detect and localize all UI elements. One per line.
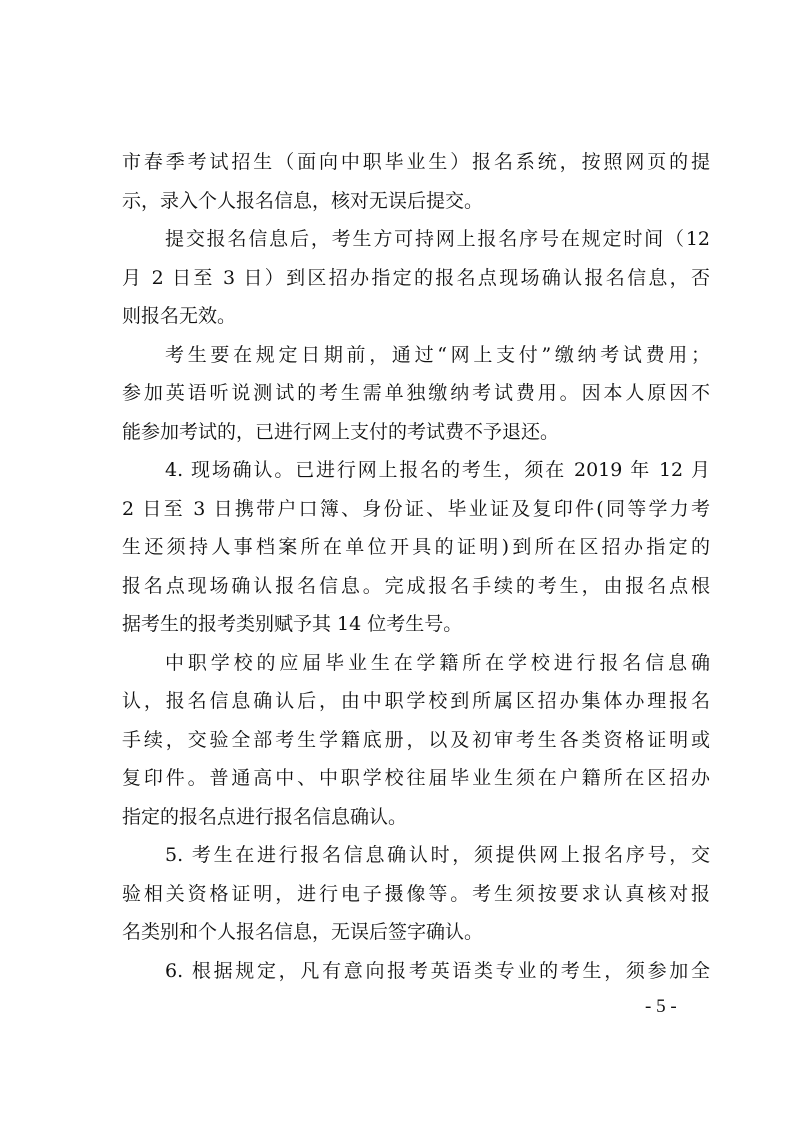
text-line: 中职学校的应届毕业生在学籍所在学校进行报名信息确 — [165, 651, 710, 674]
text-line: 月 2 日至 3 日）到区招办指定的报名点现场确认报名信息，否 — [122, 266, 710, 289]
text-line: 名类别和个人报名信息，无误后签字确认。 — [122, 921, 484, 943]
text-line: 6. 根据规定，凡有意向报考英语类专业的考生，须参加全 — [165, 959, 710, 982]
text-line: 验相关资格证明，进行电子摄像等。考生须按要求认真核对报 — [122, 882, 710, 905]
text-line: 复印件。普通高中、中职学校往届毕业生须在户籍所在区招办 — [122, 767, 710, 789]
page-number: - 5 - — [645, 996, 677, 1017]
text-line: 则报名无效。 — [122, 305, 237, 327]
text-line: 能参加考试的，已进行网上支付的考试费不予退还。 — [122, 420, 560, 443]
text-line: 生还须持人事档案所在单位开具的证明)到所在区招办指定的 — [122, 536, 710, 558]
body-text — [122, 143, 710, 990]
text-line: 4. 现场确认。已进行网上报名的考生，须在 2019 年 12 月 — [165, 459, 710, 481]
text-line: 认，报名信息确认后，由中职学校到所属区招办集体办理报名 — [122, 690, 710, 712]
text-line: 5. 考生在进行报名信息确认时，须提供网上报名序号，交 — [165, 844, 710, 866]
text-line: 市春季考试招生（面向中职毕业生）报名系统，按照网页的提 — [122, 151, 710, 173]
text-line: 提交报名信息后，考生方可持网上报名序号在规定时间（12 — [165, 228, 710, 250]
text-line: 参加英语听说测试的考生需单独缴纳考试费用。因本人原因不 — [122, 382, 710, 404]
text-line: 考生要在规定日期前，通过“网上支付”缴纳考试费用； — [165, 343, 710, 366]
text-line: 指定的报名点进行报名信息确认。 — [122, 805, 408, 828]
text-line: 2 日至 3 日携带户口簿、身份证、毕业证及复印件(同等学力考 — [122, 497, 710, 520]
text-line: 报名点现场确认报名信息。完成报名手续的考生，由报名点根 — [122, 574, 710, 597]
text-line: 据考生的报考类别赋予其 14 位考生号。 — [122, 613, 463, 635]
text-line: 示，录入个人报名信息，核对无误后提交。 — [122, 189, 484, 212]
text-line: 手续，交验全部考生学籍底册，以及初审考生各类资格证明或 — [122, 728, 710, 751]
